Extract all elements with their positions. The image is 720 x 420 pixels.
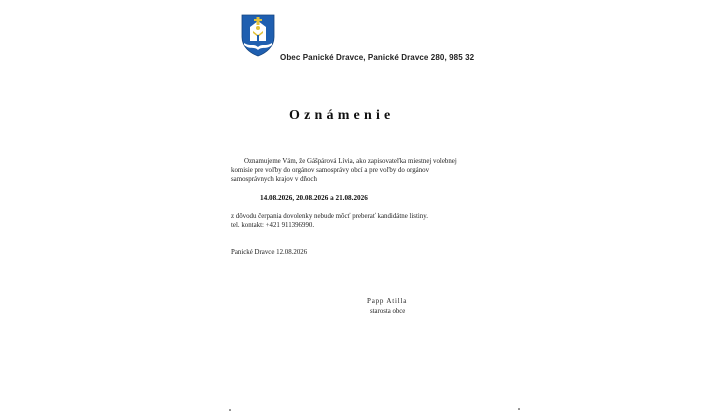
- place-and-date: Panické Dravce 12.08.2026: [231, 249, 308, 256]
- reason-block: [231, 212, 428, 230]
- paragraph-line: Oznamujeme Vám, že Gášpárová Lívia, ako zapisovateľka miestnej volebnej: [244, 158, 457, 165]
- announcement-paragraph: [231, 157, 531, 184]
- reason-line: z dôvodu čerpania dovolenky nebude môcť preberať kandidátne listiny.: [231, 213, 428, 220]
- paragraph-line: samosprávnych krajov v dňoch: [231, 176, 317, 183]
- scan-speck: [518, 408, 520, 410]
- absence-dates: 14.08.2026, 20.08.2026 a 21.08.2026: [260, 194, 368, 202]
- coat-of-arms-icon: [240, 13, 276, 57]
- scan-speck: [229, 409, 231, 411]
- document-title: Oznámenie: [289, 108, 395, 123]
- municipality-address: Obec Panické Dravce, Panické Dravce 280, 985 32: [280, 53, 475, 62]
- signatory-role: starosta obce: [370, 308, 406, 315]
- contact-line: tel. kontakt: +421 911396990.: [231, 222, 315, 229]
- paragraph-line: komisie pre voľby do orgánov samosprávy obcí a pre voľby do orgánov: [231, 167, 430, 174]
- signatory-name: Papp Atilla: [367, 297, 408, 305]
